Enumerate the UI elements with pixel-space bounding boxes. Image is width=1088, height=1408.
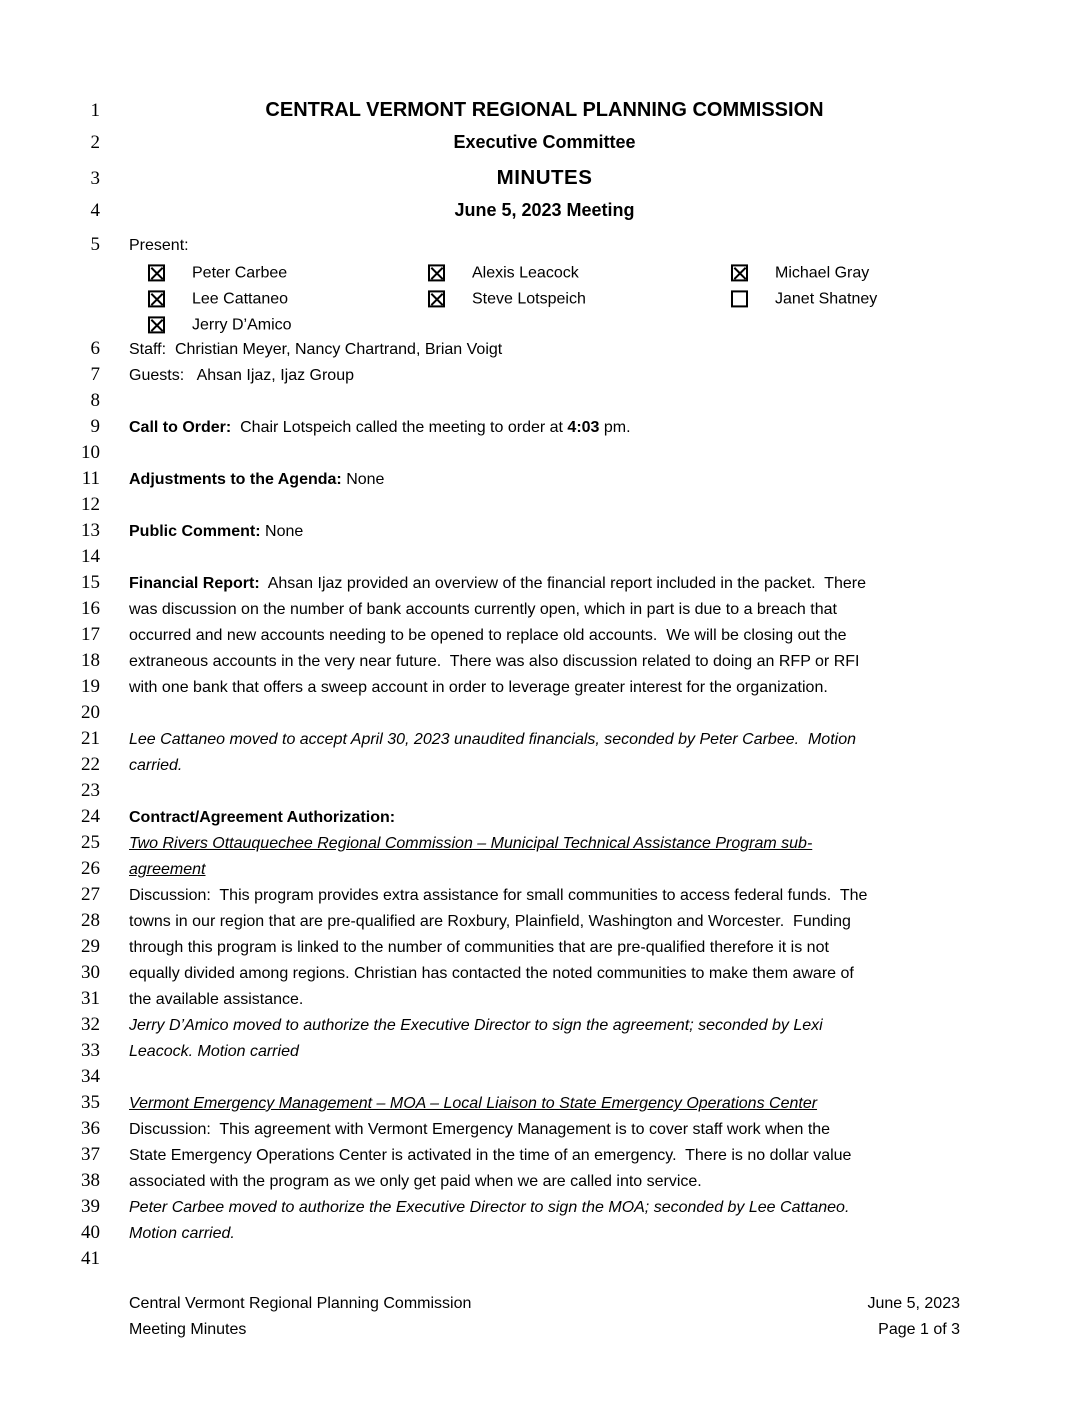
document-line — [0, 598, 1088, 624]
document-line — [0, 988, 1088, 1014]
line-text — [129, 912, 960, 931]
line-text — [129, 522, 960, 541]
text-run: through this program is linked to the number of communities that are pre-qualified therefore it is not — [129, 939, 829, 956]
footer-date: June 5, 2023 — [867, 1295, 960, 1312]
line-number: 4 — [90, 200, 100, 221]
document-line — [0, 442, 1088, 468]
line-text — [129, 418, 960, 437]
line-number: 9 — [90, 416, 100, 437]
document-line — [0, 98, 1088, 132]
checked-checkbox-icon — [148, 317, 165, 334]
attendee-name: Jerry D’Amico — [192, 316, 292, 334]
line-text — [129, 860, 960, 879]
text-run: Leacock. Motion carried — [129, 1043, 299, 1060]
line-number: 22 — [81, 754, 100, 775]
line-text — [129, 574, 960, 593]
line-number: 39 — [81, 1196, 100, 1217]
line-number: 15 — [81, 572, 100, 593]
text-run: Ahsan Ijaz provided an overview of the financial report included in the packet. There — [259, 575, 866, 592]
text-run: Discussion: This agreement with Vermont Emergency Management is to cover staff work when the — [129, 1121, 831, 1138]
line-number: 35 — [81, 1092, 100, 1113]
line-text — [129, 1042, 960, 1061]
line-number: 36 — [81, 1118, 100, 1139]
line-number: 27 — [81, 884, 100, 905]
line-text — [129, 200, 960, 222]
line-text — [129, 1120, 960, 1139]
line-number: 24 — [81, 806, 100, 827]
document-line — [0, 416, 1088, 442]
line-number: 31 — [81, 988, 100, 1009]
document-line — [0, 650, 1088, 676]
document-line — [0, 728, 1088, 754]
text-run: equally divided among regions. Christian has contacted the noted communities to make them aware of — [129, 965, 854, 982]
text-run: associated with the program as we only get paid when we are called into service. — [129, 1173, 702, 1190]
attendee-name: Peter Carbee — [192, 264, 288, 282]
document-line — [0, 520, 1088, 546]
line-number: 23 — [81, 780, 100, 801]
text-run: Jerry D’Amico moved to authorize the Executive Director to sign the agreement; seconded by Lexi — [129, 1017, 823, 1034]
text-run: Financial Report: — [129, 575, 260, 592]
line-number: 30 — [81, 962, 100, 983]
text-run: carried. — [129, 757, 183, 774]
line-number: 13 — [81, 520, 100, 541]
checked-checkbox-icon — [731, 265, 748, 282]
line-number: 25 — [81, 832, 100, 853]
line-number: 3 — [90, 168, 100, 189]
footer-doc-type: Meeting Minutes — [129, 1321, 247, 1338]
line-text — [129, 1198, 960, 1217]
footer-org-name: Central Vermont Regional Planning Commission — [129, 1295, 472, 1312]
document-line — [0, 234, 1088, 260]
footer-left — [129, 1291, 471, 1343]
document-line — [0, 624, 1088, 650]
document-line — [0, 1118, 1088, 1144]
document-line — [0, 364, 1088, 390]
text-run: Call to Order: — [129, 419, 232, 436]
line-text — [129, 1224, 960, 1243]
line-number: 38 — [81, 1170, 100, 1191]
attendee-row — [129, 260, 960, 286]
document-line — [0, 676, 1088, 702]
line-number: 34 — [81, 1066, 100, 1087]
text-run: Chair Lotspeich called the meeting to order at — [231, 419, 568, 436]
line-text — [129, 990, 960, 1009]
document-line — [0, 1248, 1088, 1274]
checked-checkbox-icon — [428, 265, 445, 282]
document-line — [0, 338, 1088, 364]
line-number: 17 — [81, 624, 100, 645]
line-number: 18 — [81, 650, 100, 671]
text-run: extraneous accounts in the very near future. There was also discussion related to doing an RFP or RFI — [129, 653, 860, 670]
text-run: Peter Carbee moved to authorize the Executive Director to sign the MOA; seconded by Lee Cattaneo. — [129, 1199, 850, 1216]
line-number: 12 — [81, 494, 100, 515]
line-text — [129, 730, 960, 749]
line-text — [129, 600, 960, 619]
attendee-item — [428, 289, 586, 308]
line-number: 11 — [81, 468, 100, 489]
text-run: None — [260, 523, 304, 540]
text-run: Public Comment: — [129, 523, 261, 540]
text-run: Staff: Christian Meyer, Nancy Chartrand, Brian Voigt — [129, 341, 503, 358]
document-line — [0, 1222, 1088, 1248]
footer-page-number: Page 1 of 3 — [878, 1321, 960, 1338]
attendee-item — [148, 315, 292, 334]
line-number: 8 — [90, 390, 100, 411]
text-run: Lee Cattaneo moved to accept April 30, 2023 unaudited financials, seconded by Peter Carbee. Motion — [129, 731, 856, 748]
document-line — [0, 806, 1088, 832]
line-number: 1 — [90, 100, 100, 121]
line-number: 6 — [90, 338, 100, 359]
line-number: 2 — [90, 132, 100, 153]
text-run: Present: — [129, 237, 189, 254]
document-line — [0, 910, 1088, 936]
document-line — [0, 1066, 1088, 1092]
line-text — [129, 98, 960, 122]
text-run: None — [341, 471, 385, 488]
attendee-item — [148, 263, 287, 282]
text-run: MINUTES — [496, 166, 593, 189]
line-number: 26 — [81, 858, 100, 879]
attendee-name: Lee Cattaneo — [192, 290, 289, 308]
text-run: towns in our region that are pre-qualified are Roxbury, Plainfield, Washington and Worcester. Funding — [129, 913, 851, 930]
line-number: 28 — [81, 910, 100, 931]
line-text — [129, 678, 960, 697]
document-line — [0, 1092, 1088, 1118]
document-line — [0, 1196, 1088, 1222]
line-number: 10 — [81, 442, 100, 463]
text-run: pm. — [599, 419, 631, 436]
line-number: 29 — [81, 936, 100, 957]
text-run: June 5, 2023 Meeting — [454, 200, 635, 220]
attendee-item — [148, 289, 288, 308]
text-run: Executive Committee — [453, 132, 636, 152]
document-line — [0, 754, 1088, 780]
line-text — [129, 756, 960, 775]
line-text — [129, 652, 960, 671]
line-text — [129, 132, 960, 154]
document-line — [0, 286, 1088, 312]
checked-checkbox-icon — [428, 291, 445, 308]
attendee-name: Steve Lotspeich — [472, 290, 586, 308]
line-number: 41 — [81, 1248, 100, 1269]
line-number: 7 — [90, 364, 100, 385]
line-number: 32 — [81, 1014, 100, 1035]
attendee-item — [731, 289, 877, 308]
document-line — [0, 1170, 1088, 1196]
document-line — [0, 1144, 1088, 1170]
line-number: 14 — [81, 546, 100, 567]
line-text — [129, 964, 960, 983]
document-line — [0, 260, 1088, 286]
line-text — [129, 808, 960, 827]
document-line — [0, 312, 1088, 338]
document-line — [0, 546, 1088, 572]
attendee-row — [129, 312, 960, 338]
document-line — [0, 832, 1088, 858]
text-run: Discussion: This program provides extra assistance for small communities to access federal funds. The — [129, 887, 868, 904]
document-line — [0, 166, 1088, 200]
document-line — [0, 468, 1088, 494]
document-line — [0, 780, 1088, 806]
attendee-item — [731, 263, 869, 282]
document-line — [0, 702, 1088, 728]
line-text — [129, 340, 960, 359]
document-line — [0, 936, 1088, 962]
line-text — [129, 886, 960, 905]
attendee-row — [129, 286, 960, 312]
document-line — [0, 884, 1088, 910]
line-number: 5 — [90, 234, 100, 255]
page-footer — [129, 1291, 960, 1343]
line-text — [129, 1146, 960, 1165]
text-run: Motion carried. — [129, 1225, 235, 1242]
document-line — [0, 132, 1088, 166]
attendee-name: Janet Shatney — [775, 290, 878, 308]
text-run: Two Rivers Ottauquechee Regional Commission – Municipal Technical Assistance Program sub- — [129, 835, 813, 852]
line-text — [129, 938, 960, 957]
document-line — [0, 962, 1088, 988]
footer-right — [867, 1291, 960, 1343]
text-run: 4:03 — [567, 419, 600, 436]
checked-checkbox-icon — [148, 265, 165, 282]
line-number: 33 — [81, 1040, 100, 1061]
line-number: 19 — [81, 676, 100, 697]
text-run: State Emergency Operations Center is activated in the time of an emergency. There is no dollar value — [129, 1147, 852, 1164]
text-run: Vermont Emergency Management – MOA – Local Liaison to State Emergency Operations Center — [129, 1095, 818, 1112]
document-line — [0, 572, 1088, 598]
line-number: 16 — [81, 598, 100, 619]
line-number: 37 — [81, 1144, 100, 1165]
line-text — [129, 166, 960, 191]
checked-checkbox-icon — [148, 291, 165, 308]
attendee-name: Alexis Leacock — [472, 264, 579, 282]
document-line — [0, 200, 1088, 234]
text-run: was discussion on the number of bank accounts currently open, which in part is due to a breach that — [129, 601, 837, 618]
line-text — [129, 1016, 960, 1035]
line-text — [129, 626, 960, 645]
document-body — [0, 98, 1088, 1274]
text-run: CENTRAL VERMONT REGIONAL PLANNING COMMISSION — [265, 99, 824, 121]
line-number: 21 — [81, 728, 100, 749]
line-text — [129, 236, 960, 255]
document-line — [0, 1014, 1088, 1040]
line-number: 20 — [81, 702, 100, 723]
document-line — [0, 1040, 1088, 1066]
line-text — [129, 834, 960, 853]
line-text — [129, 1172, 960, 1191]
attendee-item — [428, 263, 579, 282]
text-run: with one bank that offers a sweep account in order to leverage greater interest for the organization. — [129, 679, 828, 696]
text-run: agreement — [129, 861, 206, 878]
line-text — [129, 470, 960, 489]
line-number: 40 — [81, 1222, 100, 1243]
text-run: Contract/Agreement Authorization: — [129, 809, 396, 826]
text-run: Guests: Ahsan Ijaz, Ijaz Group — [129, 367, 354, 384]
text-run: Adjustments to the Agenda: — [129, 471, 342, 488]
document-line — [0, 858, 1088, 884]
document-line — [0, 494, 1088, 520]
unchecked-checkbox-icon — [731, 291, 748, 308]
text-run: the available assistance. — [129, 991, 304, 1008]
attendee-name: Michael Gray — [775, 264, 870, 282]
document-line — [0, 390, 1088, 416]
text-run: occurred and new accounts needing to be opened to replace old accounts. We will be closing out the — [129, 627, 847, 644]
line-text — [129, 1094, 960, 1113]
line-text — [129, 366, 960, 385]
